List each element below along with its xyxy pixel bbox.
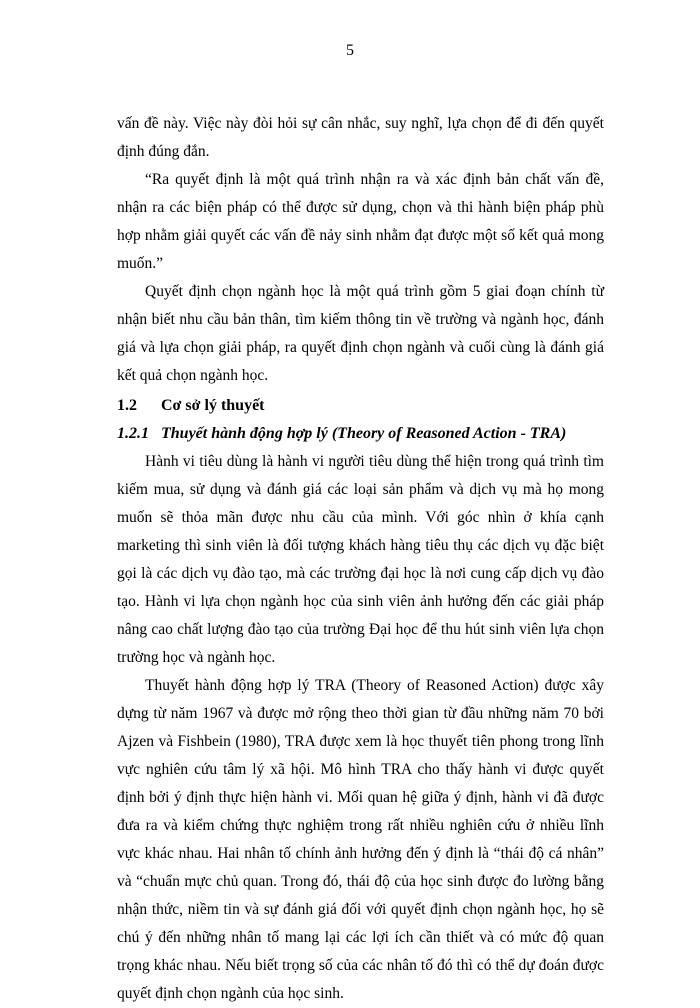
subsection-title: Thuyết hành động hợp lý (Theory of Reasoned Action - TRA) [161,425,567,442]
document-body [117,110,604,1008]
page-number: 5 [346,42,354,59]
subsection-heading [117,420,604,448]
paragraph-consumer-behavior: Hành vi tiêu dùng là hành vi người tiêu dùng thể hiện trong quá trình tìm kiếm mua, sử dụng và đánh giá các loại sản phẩm và dịch vụ mà họ mong muốn sẽ thỏa mãn được nhu cầu của mình. Với góc nhìn ở khía cạnh marketing thì sinh viên là đối tượng khách hàng tiêu thụ các dịch vụ đặc biệt gọi là các dịch vụ đào tạo, mà các trường đại học là nơi cung cấp dịch vụ đào tạo. Hành vi lựa chọn ngành học của sinh viên ảnh hưởng đến các giải pháp nâng cao chất lượng đào tạo của trường Đại học để thu hút sinh viên lựa chọn trường học và ngành học. [117,453,604,666]
paragraph-intro-continuation: vấn đề này. Việc này đòi hỏi sự cân nhắc, suy nghĩ, lựa chọn để đi đến quyết định đúng đắn. [117,115,604,160]
paragraph-decision-quote: “Ra quyết định là một quá trình nhận ra và xác định bản chất vấn đề, nhận ra các biện pháp có thể được sử dụng, chọn và thi hành biện pháp phù hợp nhằm giải quyết các vấn đề nảy sinh nhằm đạt được một số kết quả mong muốn.” [117,171,604,272]
section-title: Cơ sở lý thuyết [161,397,265,414]
section-heading [117,392,604,420]
section-number: 1.2 [117,397,137,414]
paragraph-tra-theory: Thuyết hành động hợp lý TRA (Theory of Reasoned Action) được xây dựng từ năm 1967 và được mở rộng theo thời gian từ đầu những năm 70 bởi Ajzen và Fishbein (1980), TRA được xem là học thuyết tiên phong trong lĩnh vực nghiên cứu tâm lý xã hội. Mô hình TRA cho thấy hành vi được quyết định bởi ý định thực hiện hành vi. Mối quan hệ giữa ý định, hành vi đã được đưa ra và kiểm chứng thực nghiệm trong rất nhiều nghiên cứu ở nhiều lĩnh vực khác nhau. Hai nhân tố chính ảnh hưởng đến ý định là “thái độ cá nhân” và “chuẩn mực chủ quan. Trong đó, thái độ của học sinh được đo lường bằng nhận thức, niềm tin và sự đánh giá đối với quyết định chọn ngành học, họ sẽ chú ý đến những nhân tố mang lại các lợi ích cần thiết và có mức độ quan trọng khác nhau. Nếu biết trọng số của các nhân tố đó thì có thể dự đoán được quyết định chọn ngành của học sinh. [117,677,604,1002]
paragraph-decision-process: Quyết định chọn ngành học là một quá trình gồm 5 giai đoạn chính từ nhận biết nhu cầu bản thân, tìm kiếm thông tin về trường và ngành học, đánh giá và lựa chọn giải pháp, ra quyết định chọn ngành và cuối cùng là đánh giá kết quả chọn ngành học. [117,283,604,384]
subsection-number: 1.2.1 [117,425,149,442]
